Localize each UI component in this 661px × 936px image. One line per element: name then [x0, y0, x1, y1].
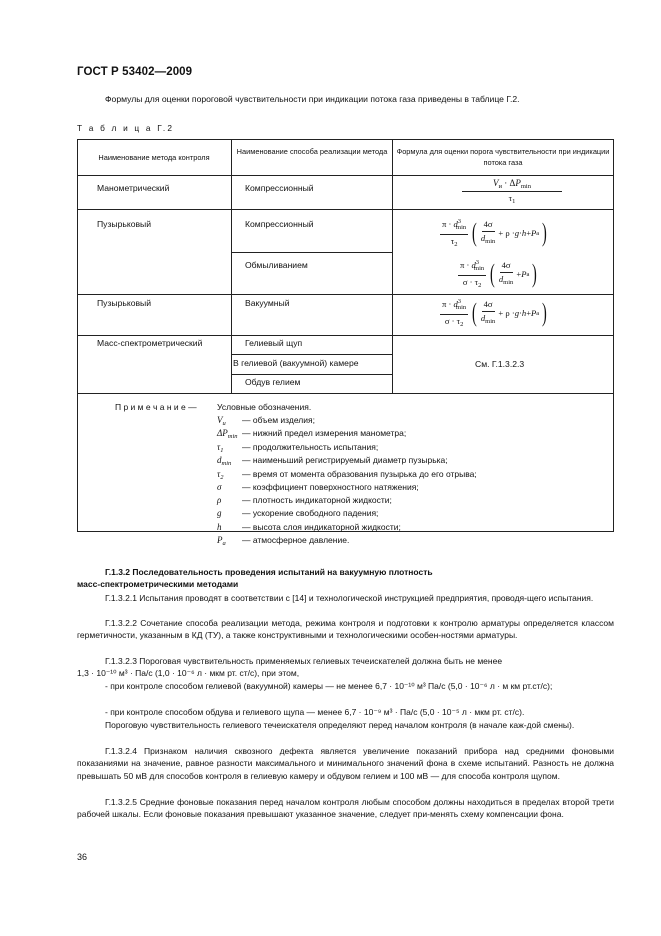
header-formula: Формула для оценки порога чувствительности при индикации потока газа	[396, 147, 610, 167]
paragraph-3-note: Пороговую чувствительность гелиевого течеискателя определяют перед началом контроля (в начале каж-дой смены).	[105, 720, 575, 730]
symbol-definition: — нижний предел измерения манометра;	[242, 428, 407, 438]
table-row-method: Масс-спектрометрический	[97, 338, 203, 348]
formula-bubble-soaping: $\pi \cdot d^3_{min}$ $\sigma \cdot \tau_2$ ( 4σ $d_{min}$ + P а )	[460, 259, 538, 289]
symbol-definition: — объем изделия;	[242, 415, 315, 425]
formula-bubble-vacuum: $\pi \cdot d^3_{min}$ $\sigma \cdot \tau_2$ ( 4σ $d_{min}$ + ρ · g · h + P а )	[442, 298, 547, 328]
formula-manometric: $V_и \cdot \Delta P_{min}$ $\tau_1$	[462, 178, 562, 205]
table-row-method: Манометрический	[97, 183, 170, 193]
intro-text: Формулы для оценки пороговой чувствительности при индикации потока газа приведены в таблице Г.2.	[105, 94, 520, 104]
table-row-way: Компрессионный	[245, 219, 314, 229]
note-legend	[217, 415, 597, 550]
table-row-way: Обмыливанием	[245, 260, 308, 270]
symbol-definition: — наименьший регистрируемый диаметр пузырька;	[242, 455, 448, 465]
symbol: g	[217, 508, 222, 518]
symbol: $\tau_1$	[217, 442, 224, 454]
document-header: ГОСТ Р 53402—2009	[77, 66, 193, 78]
table-row-way: Вакуумный	[245, 298, 290, 308]
symbol: $\Delta P_{min}$	[217, 428, 238, 440]
paragraph-3: Г.1.3.2.3 Пороговая чувствительность применяемых гелиевых течеискателей должна быть не менее	[105, 656, 503, 666]
table-row-method: Пузырьковый	[97, 219, 152, 229]
table-row-way: Компрессионный	[245, 183, 314, 193]
table-row-way: В гелиевой (вакуумной) камере	[233, 358, 359, 368]
symbol: h	[217, 522, 222, 532]
symbol-definition: — ускорение свободного падения;	[242, 508, 379, 518]
paragraph-4: Г.1.3.2.4 Признаком наличия сквозного дефекта является увеличение показаний прибора над средними фоновыми показаниями на значение, равное разности максимального и минимального значений фона в схеме испытаний. Разность не должна превышать 50 мВ для способов контроля в гелиевую камеру и обдувом гелием и 100 мВ — для способа контроля щупом.	[77, 746, 614, 781]
header-method: Наименование метода контроля	[98, 153, 210, 162]
table-row-way: Обдув гелием	[245, 377, 301, 387]
paragraph-1: Г.1.3.2.1 Испытания проводят в соответствии с [14] и технологической инструкцией предприятия, проводя-щего испытания.	[105, 593, 594, 603]
symbol: $d_{min}$	[217, 455, 232, 467]
paragraph-2: Г.1.3.2.2 Сочетание способа реализации метода, режима контроля и подготовки к контролю арматуры определяется классом герметичности, указанным в КД (ТУ), а также конструктивными и технологическими особен-ностями арматуры.	[77, 618, 614, 641]
symbol-definition: — высота слоя индикаторной жидкости;	[242, 522, 401, 532]
paragraph-3-item-2: - при контроле способом обдува и гелиевого щупа — менее 6,7 · 10⁻⁹ м³ · Па/с (5,0 · 10⁻⁵ л · мкм рт. ст/с).	[105, 707, 525, 717]
symbol-definition: — продолжительность испытания;	[242, 442, 379, 452]
symbol-definition: — время от момента образования пузырька до его отрыва;	[242, 469, 477, 479]
paragraph-5: Г.1.3.2.5 Средние фоновые показания перед началом контроля любым способом должны находиться в пределах второй трети рабочей шкалы. Если фоновые показания превышают указанное значение, следует при-менять схему компенсации фона.	[77, 797, 614, 820]
symbol: $P_а$	[217, 535, 226, 547]
section-heading-cont: масс-спектрометрическими методами	[77, 579, 239, 589]
note-title: Условные обозначения.	[217, 402, 312, 412]
symbol-definition: — коэффициент поверхностного натяжения;	[242, 482, 419, 492]
table-reference: См. Г.1.3.2.3	[475, 359, 525, 369]
symbol-definition: — плотность индикаторной жидкости;	[242, 495, 392, 505]
paragraph-3-value: 1,3 · 10⁻¹⁰ м³ · Па/с (1,0 · 10⁻⁶ л · мкм рт. ст/с), при этом,	[77, 668, 300, 678]
table-row-way: Гелиевый щуп	[245, 338, 303, 348]
paragraph-3-item-1: - при контроле способом гелиевой (вакуумной) камеры — не менее 6,7 · 10⁻¹⁰ м³ Па/с (5,0 · 10⁻⁶ л · м км рт.ст/с);	[105, 681, 553, 691]
symbol: σ	[217, 482, 222, 492]
symbol-definition: — атмосферное давление.	[242, 535, 350, 545]
note-label: П р и м е ч а н и е —	[115, 402, 197, 412]
formula-bubble-compression: $\pi \cdot d^3_{min}$ $\tau_2$ ( 4σ $d_{min}$ + ρ · g · h + P а )	[442, 218, 547, 248]
symbol: $\tau_2$	[217, 469, 224, 481]
header-way: Наименование способа реализации метода	[236, 147, 388, 156]
symbol: $V_и$	[217, 415, 226, 427]
table-row-method: Пузырьковый	[97, 298, 152, 308]
table-caption: Т а б л и ц а Г.2	[77, 123, 175, 133]
page-number: 36	[77, 852, 88, 862]
symbol: ρ	[217, 495, 222, 505]
section-heading: Г.1.3.2 Последовательность проведения испытаний на вакуумную плотность	[105, 567, 433, 577]
